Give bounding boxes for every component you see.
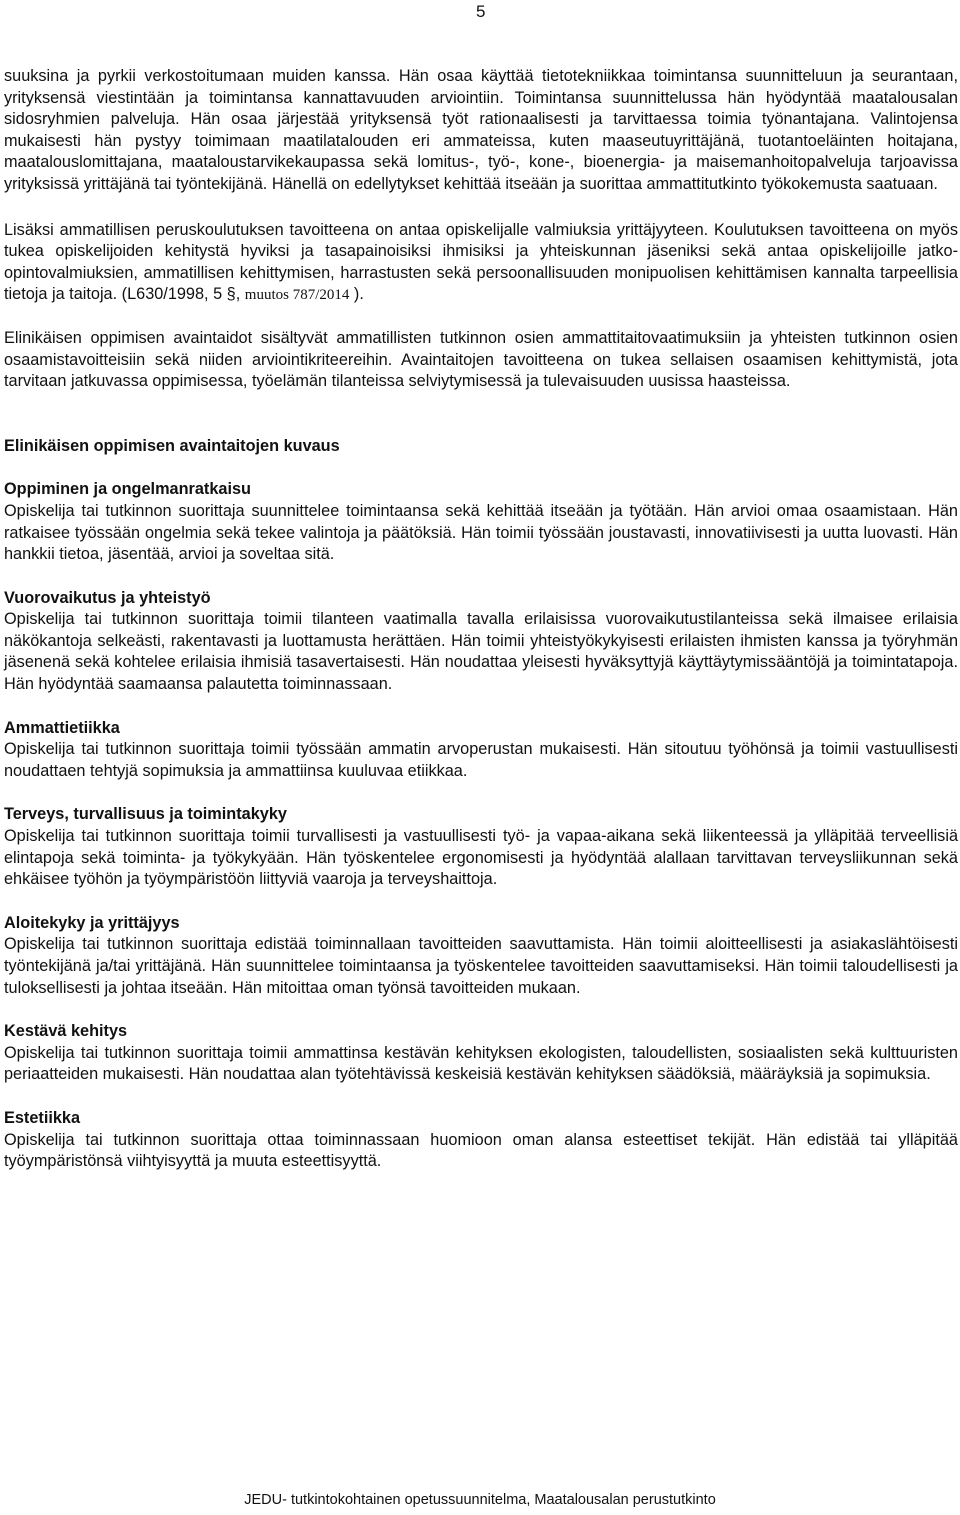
section-title: Aloitekyky ja yrittäjyys [4, 913, 180, 932]
document-body [4, 66, 958, 1195]
section-text: Opiskelija tai tutkinnon suorittaja ottaa toiminnassaan huomioon oman alansa esteettiset tekijät. Hän edistää tai ylläpitää työympäristönsä viihtyisyyttä ja muuta esteettisyyttä. [4, 1130, 958, 1171]
section-sustainable-development [4, 1021, 958, 1086]
section-initiative-entrepreneurship [4, 913, 958, 999]
section-health-safety [4, 804, 958, 890]
section-text: Opiskelija tai tutkinnon suorittaja toimii turvallisesti ja vastuullisesti työ- ja vapaa-aikana sekä liikenteessä ja ylläpitää terveellisiä elintapoja sekä toiminta- ja työkykyään. Hän työskentelee ergonomisesti ja hyödyntää alallaan tarvittavan terveysliikunnan sekä ehkäisee työhön ja työympäristöön liittyviä vaaroja ja terveyshaittoja. [4, 827, 958, 889]
law-amendment-reference: muutos 787/2014 [244, 287, 350, 304]
section-text: Opiskelija tai tutkinnon suorittaja toimii ammattinsa kestävän kehityksen ekologisten, taloudellisten, sosiaalisten sekä kulttuuristen periaatteiden mukaisesti. Hän noudattaa alan työtehtävissä keskeisiä kestävän kehityksen säädöksiä, määräyksiä ja sopimuksia. [4, 1043, 958, 1084]
section-title: Estetiikka [4, 1108, 81, 1127]
education-goals-paragraph [4, 220, 958, 307]
key-skills-paragraph: Elinikäisen oppimisen avaintaidot sisältyvät ammatillisten tutkinnon osien ammattitaitovaatimuksiin ja yhteisten tutkinnon osien osaamistavoitteisiin sekä niiden arviointikriteereihin. Avaintaitojen tavoitteena on tukea sellaisen osaamisen kehittymistä, jota tarvitaan jatkuvassa oppimisessa, työelämän tilanteissa selviytymisessä ja tulevaisuuden uusissa haasteissa. [4, 328, 958, 391]
section-learning-problem-solving [4, 479, 958, 565]
page-number: 5 [476, 2, 486, 21]
education-goals-closing: ). [349, 285, 364, 304]
key-skills-description-heading: Elinikäisen oppimisen avaintaitojen kuvaus [4, 436, 340, 455]
section-text: Opiskelija tai tutkinnon suorittaja toimii työssään ammatin arvoperustan mukaisesti. Hän sitoutuu työhönsä ja toimii vastuullisesti noudattaen tehtyjä sopimuksia ja ammattiinsa kuuluvaa etiikkaa. [4, 740, 958, 780]
section-title: Oppiminen ja ongelmanratkaisu [4, 480, 251, 499]
education-goals-text: Lisäksi ammatillisen peruskoulutuksen tavoitteena on antaa opiskelijalle valmiuksia yrittäjyyteen. Koulutuksen tavoitteena on myös tukea opiskelijoiden kehitystä hyviksi ja tasapainoisiksi ihmisiksi ja yhteiskunnan jäseniksi sekä antaa opiskelijoille jatko-opintovalmiuksien, ammatillisen kehittymisen, harrastusten sekä persoonallisuuden monipuolisen kehittämisen kannalta tarpeellisia tietoja ja taitoja. (L630/1998, 5 §, [4, 220, 958, 304]
section-title: Kestävä kehitys [4, 1022, 128, 1041]
section-professional-ethics [4, 718, 958, 783]
section-text: Opiskelija tai tutkinnon suorittaja toimii tilanteen vaatimalla tavalla erilaisissa vuorovaikutustilanteissa sekä ilmaisee erilaisia näkökantoja selkeästi, rakentavasti ja luottamusta herättäen. Hän toimii yhteistyökykyisesti erilaisten ihmisten kanssa ja työryhmän jäsenenä sekä kohtelee erilaisia ihmisiä tasavertaisesti. Hän noudattaa yleisesti hyväksyttyjä käyttäytymissääntöjä ja toimintatapoja. Hän hyödyntää saamaansa palautetta toiminnassaan. [4, 610, 958, 694]
section-text: Opiskelija tai tutkinnon suorittaja suunnittelee toimintaansa sekä kehittää itseään ja työtään. Hän arvioi omaa osaamistaan. Hän ratkaisee työssään ongelmia sekä tekee valintoja ja päätöksiä. Hän toimii työssään joustavasti, innovatiivisesti ja uutta luovasti. Hän hankkii tietoa, jäsentää, arvioi ja soveltaa sitä. [4, 501, 958, 564]
section-title: Vuorovaikutus ja yhteistyö [4, 588, 211, 607]
section-text: Opiskelija tai tutkinnon suorittaja edistää toiminnallaan tavoitteiden saavuttamista. Hän toimii aloitteellisesti ja asiakaslähtöisesti työntekijänä ja/tai yrittäjänä. Hän suunnittelee toimintaansa ja työskentelee tavoitteiden saavuttamiseksi. Hän toimii taloudellisesti ja tuloksellisesti ja johtaa itseään. Hän mitoittaa oman työnsä tavoitteiden mukaan. [4, 935, 958, 997]
section-title: Ammattietiikka [4, 718, 120, 737]
section-interaction-cooperation [4, 588, 958, 696]
intro-paragraph: suuksina ja pyrkii verkostoitumaan muiden kanssa. Hän osaa käyttää tietotekniikkaa toimintansa suunnitteluun ja seurantaan, yrityksensä viestintään ja toimintansa kannattavuuden arviointiin. Toimintansa suunnittelussa hän hyödyntää maatalousalan sidosryhmien palveluja. Hän osaa järjestää yrityksensä työt rationaalisesti ja tarvittaessa toimia työnantajana. Valintojensa mukaisesti hän pystyy toimimaan maatilatalouden eri ammateissa, kuten maaseutuyrittäjänä, tuotantoeläinten hoitajana, maatalouslomittajana, maataloustarvikekaupassa sekä lomitus-, työ-, kone-, bioenergia- ja maisemanhoitopalveluja tarjoavissa yrityksissä yrittäjänä tai työntekijänä. Hänellä on edellytykset kehittää itseään ja suorittaa ammattitutkinto työkokemusta saatuaan. [4, 67, 958, 193]
page-footer: JEDU- tutkintokohtainen opetussuunnitelma, Maatalousalan perustutkinto [244, 1492, 716, 1508]
section-aesthetics [4, 1108, 958, 1173]
section-title: Terveys, turvallisuus ja toimintakyky [4, 805, 287, 824]
